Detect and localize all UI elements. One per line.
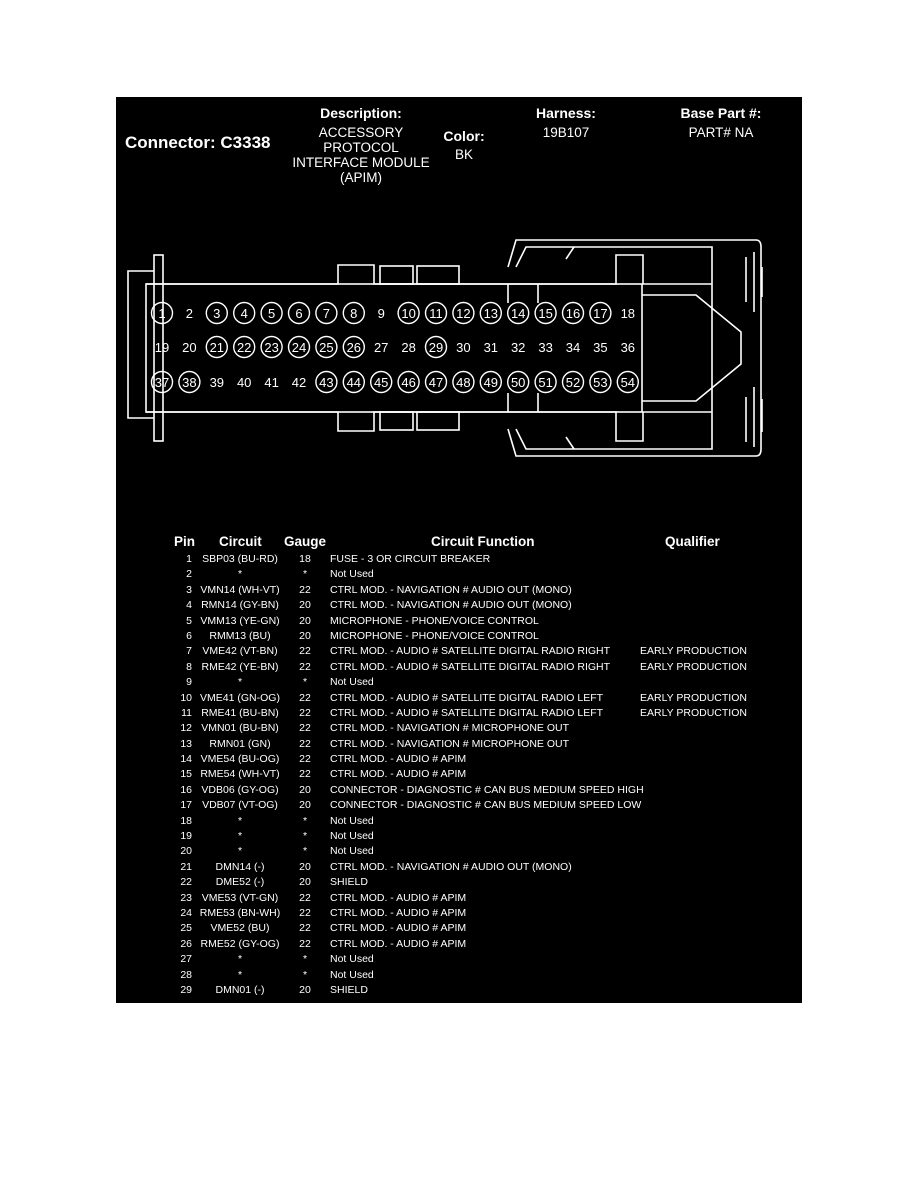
circuit-cell: VDB06 (GY-OG) [201, 783, 279, 796]
pin-number: 35 [593, 340, 608, 355]
circuit-cell: VDB07 (VT-OG) [202, 799, 278, 812]
gauge-cell: 22 [299, 706, 311, 719]
pin-number: 44 [346, 375, 362, 390]
function-cell: CONNECTOR - DIAGNOSTIC # CAN BUS MEDIUM SPEED LOW [330, 799, 642, 812]
pin-number: 36 [620, 340, 636, 355]
function-cell: Not Used [330, 968, 374, 981]
function-cell: Not Used [330, 953, 374, 966]
pin-number: 34 [565, 340, 581, 355]
pin-number: 24 [291, 340, 307, 355]
circuit-cell: VME42 (VT-BN) [202, 645, 278, 658]
table-row [116, 706, 802, 721]
pin-number: 8 [350, 306, 358, 321]
circuit-cell: RMM13 (BU) [209, 629, 271, 642]
col-header-circuit: Circuit [219, 534, 262, 549]
table-row [116, 675, 802, 690]
gauge-cell: 22 [299, 906, 311, 919]
gauge-cell: * [302, 845, 308, 858]
pin-cell: 28 [180, 968, 192, 981]
circuit-cell: VME52 (BU) [210, 922, 270, 935]
col-header-pin: Pin [174, 534, 196, 549]
pin-cell: 10 [180, 691, 192, 704]
gauge-cell: 22 [299, 691, 311, 704]
circuit-cell: VMM13 (YE-GN) [200, 614, 280, 627]
table-row [116, 721, 802, 736]
gauge-cell: 20 [299, 629, 311, 642]
function-cell: CTRL MOD. - AUDIO # SATELLITE DIGITAL RADIO RIGHT [330, 645, 611, 658]
pin-number: 4 [240, 306, 248, 321]
pin-cell: 20 [180, 845, 192, 858]
pin-number: 13 [483, 306, 499, 321]
bottom-lock-tab [380, 412, 413, 430]
pin-number: 51 [538, 375, 553, 390]
pin-number: 16 [565, 306, 581, 321]
circuit-cell: RME42 (YE-BN) [201, 660, 279, 673]
circuit-cell: * [237, 845, 243, 858]
pin-number: 29 [428, 340, 444, 355]
table-row [116, 691, 802, 706]
pin-number: 42 [291, 375, 307, 390]
circuit-cell: DMN14 (-) [215, 860, 265, 873]
color-value: BK [454, 147, 473, 162]
qualifier-cell: EARLY PRODUCTION [640, 691, 747, 704]
base-part-label: Base Part #: [680, 105, 762, 121]
pin-number: 12 [456, 306, 471, 321]
table-row [116, 829, 802, 844]
function-cell: MICROPHONE - PHONE/VOICE CONTROL [330, 614, 539, 627]
table-row [116, 752, 802, 767]
circuit-cell: RME54 (WH-VT) [200, 768, 280, 781]
pin-cell: 19 [180, 830, 192, 843]
function-cell: CTRL MOD. - AUDIO # APIM [330, 906, 467, 919]
table-row [116, 567, 802, 582]
pin-number: 25 [319, 340, 334, 355]
col-header-gauge: Gauge [284, 534, 327, 549]
pin-cell: 17 [180, 799, 192, 812]
qualifier-cell: EARLY PRODUCTION [640, 645, 747, 658]
base-part-value: PART# NA [688, 125, 754, 140]
pin-number: 31 [483, 340, 499, 355]
pin-cell: 11 [181, 706, 192, 719]
connector-nose [642, 295, 741, 401]
function-cell: CTRL MOD. - NAVIGATION # AUDIO OUT (MONO) [330, 860, 572, 873]
connector-sheet [116, 97, 802, 1003]
pin-cell: 8 [186, 660, 192, 673]
gauge-cell: 18 [299, 553, 311, 565]
pin-cell: 6 [186, 629, 192, 642]
gauge-cell: 22 [299, 583, 311, 596]
table-row [116, 660, 802, 675]
circuit-cell: RME41 (BU-BN) [201, 706, 279, 719]
gauge-cell: 22 [299, 737, 311, 750]
pin-number: 2 [185, 306, 194, 321]
pin-number: 20 [182, 340, 197, 355]
circuit-cell: RMN01 (GN) [209, 737, 271, 750]
function-cell: CTRL MOD. - AUDIO # SATELLITE DIGITAL RADIO LEFT [330, 691, 604, 704]
gauge-cell: * [302, 568, 308, 581]
pin-cell: 18 [180, 814, 192, 827]
pin-number: 26 [346, 340, 362, 355]
pin-number: 19 [154, 340, 170, 355]
table-row [116, 983, 802, 998]
circuit-cell: VME54 (BU-OG) [200, 753, 280, 766]
function-cell: CTRL MOD. - NAVIGATION # MICROPHONE OUT [330, 737, 569, 750]
circuit-cell: SBP03 (BU-RD) [202, 553, 278, 565]
pin-number: 32 [510, 340, 526, 355]
function-cell: Not Used [330, 814, 374, 827]
table-row [116, 783, 802, 798]
circuit-cell: * [237, 814, 243, 827]
color-label: Color: [443, 128, 485, 144]
connector-diagram [116, 237, 802, 467]
pin-table [116, 552, 802, 998]
pin-number: 53 [593, 375, 608, 390]
pin-number: 11 [429, 306, 443, 321]
gauge-cell: 20 [299, 599, 311, 612]
function-cell: CTRL MOD. - AUDIO # APIM [330, 753, 467, 766]
function-cell: CTRL MOD. - AUDIO # APIM [330, 937, 467, 950]
circuit-cell: RME52 (GY-OG) [200, 937, 280, 950]
circuit-cell: VMN14 (WH-VT) [200, 583, 280, 596]
bottom-lock-tab-2 [417, 412, 459, 430]
pin-cell: 15 [180, 768, 192, 781]
pin-cell: 5 [186, 614, 192, 627]
function-cell: Not Used [330, 845, 374, 858]
function-cell: SHIELD [330, 983, 368, 996]
pin-number: 54 [620, 375, 636, 390]
gauge-cell: 22 [299, 722, 311, 735]
pin-cell: 25 [180, 922, 192, 935]
pin-number: 18 [620, 306, 636, 321]
pin-number: 49 [483, 375, 499, 390]
qualifier-cell: EARLY PRODUCTION [640, 660, 747, 673]
function-cell: Not Used [330, 568, 374, 581]
pin-cell: 29 [180, 983, 192, 996]
pin-layer [152, 303, 639, 393]
pin-number: 23 [264, 340, 279, 355]
pin-number: 21 [209, 340, 225, 355]
function-cell: CONNECTOR - DIAGNOSTIC # CAN BUS MEDIUM SPEED HIGH [330, 783, 644, 796]
gauge-cell: * [302, 676, 308, 689]
pin-number: 3 [213, 306, 221, 321]
pin-number: 38 [182, 375, 197, 390]
gauge-cell: 20 [299, 783, 311, 796]
pin-cell: 2 [186, 568, 192, 581]
pin-number: 22 [236, 340, 252, 355]
circuit-cell: * [237, 568, 243, 581]
pin-number: 43 [319, 375, 334, 390]
pin-cell: 4 [186, 599, 192, 612]
pin-number: 9 [377, 306, 385, 321]
pin-cell: 21 [180, 860, 192, 873]
pin-number: 48 [456, 375, 471, 390]
harness-value: 19B107 [542, 125, 590, 140]
function-cell: CTRL MOD. - AUDIO # SATELLITE DIGITAL RADIO LEFT [330, 706, 604, 719]
table-row [116, 906, 802, 921]
pin-number: 14 [510, 306, 526, 321]
pin-number: 40 [236, 375, 252, 390]
right-ribs [746, 252, 762, 447]
pin-number: 45 [373, 375, 389, 390]
function-cell: CTRL MOD. - AUDIO # APIM [330, 891, 467, 904]
function-cell: MICROPHONE - PHONE/VOICE CONTROL [330, 629, 539, 642]
pin-number: 1 [158, 306, 166, 321]
table-row [116, 583, 802, 598]
gauge-cell: 22 [299, 660, 311, 673]
pin-number: 30 [456, 340, 471, 355]
gauge-cell: 20 [299, 860, 311, 873]
table-row [116, 875, 802, 890]
pin-number: 6 [295, 306, 303, 321]
pin-cell: 27 [180, 953, 192, 966]
pin-number: 15 [538, 306, 553, 321]
pin-cell: 16 [180, 783, 192, 796]
table-row [116, 952, 802, 967]
gauge-cell: 22 [299, 753, 311, 766]
pin-number: 47 [428, 375, 444, 390]
table-row [116, 937, 802, 952]
table-row [116, 968, 802, 983]
description-value: ACCESSORY PROTOCOL INTERFACE MODULE (APIM) [292, 125, 430, 185]
pin-number: 17 [593, 306, 608, 321]
pin-cell: 24 [180, 906, 192, 919]
pin-number: 5 [267, 306, 276, 321]
gauge-cell: 20 [299, 876, 311, 889]
circuit-cell: VME41 (GN-OG) [200, 691, 280, 704]
circuit-cell: * [237, 830, 243, 843]
function-cell: CTRL MOD. - AUDIO # SATELLITE DIGITAL RADIO RIGHT [330, 660, 611, 673]
qualifier-cell: EARLY PRODUCTION [640, 706, 747, 719]
connector-label: Connector: C3338 [125, 133, 271, 152]
table-row [116, 921, 802, 936]
pin-cell: 13 [180, 737, 192, 750]
function-cell: SHIELD [330, 876, 368, 889]
pin-cell: 1 [186, 553, 192, 565]
function-cell: CTRL MOD. - NAVIGATION # AUDIO OUT (MONO) [330, 583, 572, 596]
table-row [116, 860, 802, 875]
pin-number: 33 [538, 340, 553, 355]
gauge-cell: 22 [299, 891, 311, 904]
function-cell: CTRL MOD. - AUDIO # APIM [330, 768, 467, 781]
table-row [116, 552, 802, 567]
circuit-cell: RMN14 (GY-BN) [201, 599, 279, 612]
gauge-cell: * [302, 968, 308, 981]
function-cell: CTRL MOD. - NAVIGATION # MICROPHONE OUT [330, 722, 569, 735]
gauge-cell: * [302, 830, 308, 843]
pin-number: 7 [322, 306, 331, 321]
table-row [116, 891, 802, 906]
pin-number: 50 [510, 375, 526, 390]
circuit-cell: DMN01 (-) [215, 983, 265, 996]
harness-label: Harness: [536, 105, 596, 121]
description-label: Description: [320, 105, 402, 121]
pin-number: 46 [401, 375, 416, 390]
pin-number: 52 [565, 375, 581, 390]
top-lock-tab-2 [417, 266, 459, 284]
table-row [116, 798, 802, 813]
table-row [116, 814, 802, 829]
pin-number: 41 [264, 375, 279, 390]
function-cell: CTRL MOD. - AUDIO # APIM [330, 922, 467, 935]
table-row [116, 844, 802, 859]
circuit-cell: * [237, 953, 243, 966]
gauge-cell: 22 [299, 937, 311, 950]
top-lock-tab [380, 266, 413, 284]
circuit-cell: * [237, 968, 243, 981]
function-cell: Not Used [330, 830, 374, 843]
gauge-cell: 20 [299, 983, 311, 996]
pin-cell: 9 [186, 676, 192, 689]
circuit-cell: RME53 (BN-WH) [199, 906, 281, 919]
pin-cell: 12 [180, 722, 192, 735]
pin-cell: 23 [180, 891, 192, 904]
circuit-cell: VMN01 (BU-BN) [201, 722, 279, 735]
left-flange [128, 271, 154, 418]
pin-number: 27 [373, 340, 389, 355]
circuit-cell: * [237, 676, 243, 689]
table-row [116, 737, 802, 752]
circuit-cell: VME53 (VT-GN) [201, 891, 279, 904]
table-row [116, 614, 802, 629]
pin-number: 28 [401, 340, 416, 355]
table-row [116, 598, 802, 613]
pin-cell: 3 [186, 583, 192, 596]
col-header-qualifier: Qualifier [665, 534, 720, 549]
pin-cell: 26 [180, 937, 192, 950]
pin-cell: 7 [186, 645, 192, 658]
gauge-cell: 20 [299, 614, 311, 627]
pin-number: 10 [401, 306, 416, 321]
table-row [116, 644, 802, 659]
gauge-cell: * [302, 953, 308, 966]
gauge-cell: 22 [299, 768, 311, 781]
circuit-cell: DME52 (-) [215, 876, 265, 889]
pin-number: 37 [154, 375, 170, 390]
col-header-function: Circuit Function [431, 534, 535, 549]
pin-number: 39 [209, 375, 225, 390]
gauge-cell: 22 [299, 645, 311, 658]
function-cell: CTRL MOD. - NAVIGATION # AUDIO OUT (MONO) [330, 599, 572, 612]
function-cell: Not Used [330, 676, 374, 689]
table-row [116, 767, 802, 782]
function-cell: FUSE - 3 OR CIRCUIT BREAKER [330, 553, 491, 565]
pin-cell: 22 [180, 876, 192, 889]
gauge-cell: 22 [299, 922, 311, 935]
table-row [116, 629, 802, 644]
gauge-cell: 20 [299, 799, 311, 812]
pin-cell: 14 [180, 753, 192, 766]
gauge-cell: * [302, 814, 308, 827]
